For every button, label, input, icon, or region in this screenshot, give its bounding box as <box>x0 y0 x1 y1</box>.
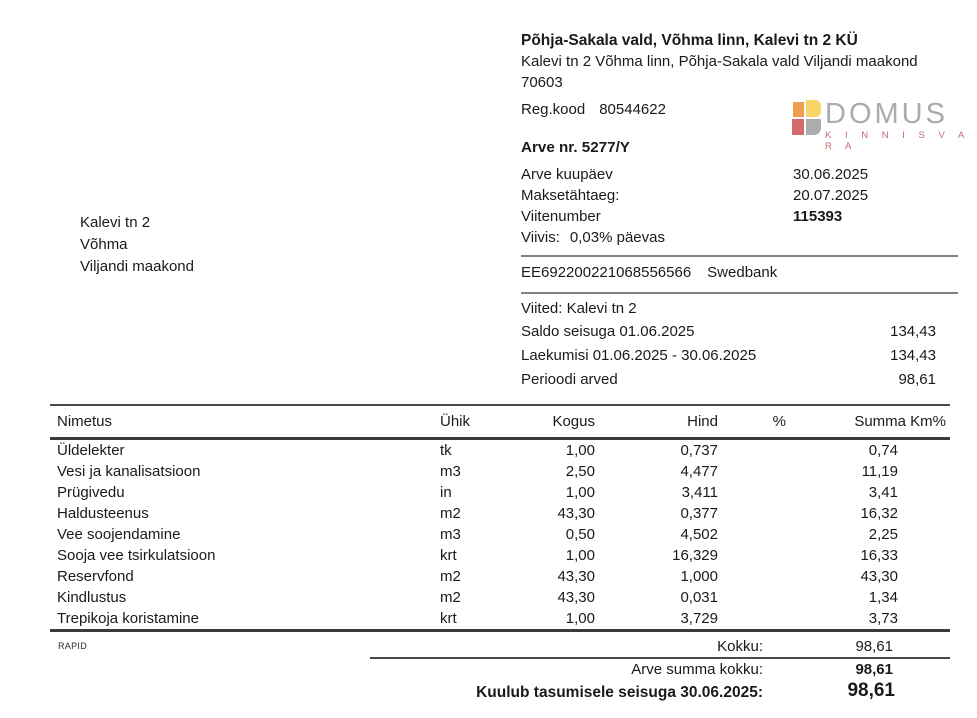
item-percent <box>718 566 786 587</box>
perioodi-row <box>521 368 958 392</box>
laekumisi-label: Laekumisi 01.06.2025 - 30.06.2025 <box>521 347 757 364</box>
saldo-label: Saldo seisuga 01.06.2025 <box>521 323 695 340</box>
item-qty: 43,30 <box>557 504 595 522</box>
item-name: Vesi ja kanalisatsioon <box>57 462 201 480</box>
table-row <box>50 524 950 545</box>
invoice-header-block <box>521 30 958 392</box>
item-unit: m2 <box>440 504 461 522</box>
item-name: Trepikoja koristamine <box>57 609 199 627</box>
item-price: 1,000 <box>680 567 718 585</box>
item-price: 4,477 <box>680 462 718 480</box>
laekumisi-value: 134,43 <box>890 347 936 364</box>
invoice-date-value: 30.06.2025 <box>793 166 869 183</box>
item-name: Üldelekter <box>57 441 125 459</box>
late-fee-value: 0,03% päevas <box>569 229 665 246</box>
logo-subtitle: K I N N I S V A R A <box>825 130 970 152</box>
table-row <box>50 566 950 587</box>
table-header-row <box>50 405 950 438</box>
item-percent <box>718 545 786 566</box>
item-price: 4,502 <box>680 525 718 543</box>
recipient-county: Viljandi maakond <box>80 258 194 275</box>
item-unit: m3 <box>440 525 461 543</box>
header-summa: Summa Km% <box>854 412 946 430</box>
saldo-value: 134,43 <box>890 323 936 340</box>
reference-number-label: Viitenumber <box>521 208 601 225</box>
item-name: Haldusteenus <box>57 504 149 522</box>
item-sum: 16,32 <box>860 504 898 522</box>
item-qty: 2,50 <box>565 462 595 480</box>
item-sum: 11,19 <box>861 462 898 480</box>
invoice-date-row <box>521 164 958 185</box>
item-price: 0,377 <box>680 504 718 522</box>
issuer-postcode: 70603 <box>521 74 563 91</box>
item-sum: 16,33 <box>860 546 898 564</box>
item-name: Sooja vee tsirkulatsioon <box>57 546 216 564</box>
logo-wordmark: DOMUS <box>825 98 948 130</box>
issuer-reg-row <box>521 99 958 120</box>
item-percent <box>718 503 786 524</box>
item-price: 0,737 <box>680 441 718 459</box>
item-sum: 2,25 <box>868 525 898 543</box>
item-percent <box>718 608 786 631</box>
item-price: 16,329 <box>672 546 718 564</box>
item-percent <box>718 438 786 461</box>
item-qty: 1,00 <box>565 483 595 501</box>
payable-value: 98,61 <box>847 680 895 701</box>
item-unit: m2 <box>440 588 461 606</box>
item-sum: 1,34 <box>868 588 898 606</box>
item-name: Reservfond <box>57 567 134 585</box>
table-row <box>50 587 950 608</box>
table-row <box>50 438 950 461</box>
item-qty: 0,50 <box>565 525 595 543</box>
recipient-address <box>80 212 194 278</box>
item-unit: tk <box>440 441 452 459</box>
late-fee-label: Viivis: <box>521 229 560 246</box>
item-percent <box>718 461 786 482</box>
table-header <box>50 405 950 438</box>
late-fee-row <box>521 227 958 248</box>
item-price: 0,031 <box>680 588 718 606</box>
table-row <box>50 545 950 566</box>
recipient-city: Võhma <box>80 236 128 253</box>
item-price: 3,729 <box>680 609 718 627</box>
header-percent: % <box>772 412 786 430</box>
table-row <box>50 461 950 482</box>
due-date-row <box>521 185 958 206</box>
table-row <box>50 482 950 503</box>
item-sum: 43,30 <box>860 567 898 585</box>
perioodi-label: Perioodi arved <box>521 371 618 388</box>
reference-number-value: 115393 <box>793 208 843 225</box>
item-unit: m3 <box>440 462 461 480</box>
invoice-items-table <box>50 404 950 632</box>
header-uhik: Ühik <box>440 412 471 430</box>
item-sum: 3,41 <box>868 483 898 501</box>
item-sum: 3,73 <box>868 609 898 627</box>
issuer-name: Põhja-Sakala vald, Võhma linn, Kalevi tn 2 KÜ <box>521 32 858 49</box>
bank-name: Swedbank <box>707 264 778 281</box>
due-date-label: Maksetähtaeg: <box>521 187 620 204</box>
item-qty: 1,00 <box>565 546 595 564</box>
invoice-date-label: Arve kuupäev <box>521 166 613 183</box>
invoice-number: Arve nr. 5277/Y <box>521 139 630 156</box>
reg-code-value: 80544622 <box>599 101 666 118</box>
header-kogus: Kogus <box>552 412 595 430</box>
invoice-total-value: 98,61 <box>855 661 893 678</box>
payable-label: Kuulub tasumisele seisuga 30.06.2025: <box>476 684 763 701</box>
item-sum: 0,74 <box>868 441 898 459</box>
reg-code-label: Reg.kood <box>521 101 586 118</box>
header-nimetus: Nimetus <box>57 412 113 430</box>
references-line: Viited: Kalevi tn 2 <box>521 300 637 317</box>
reference-number-row <box>521 206 958 227</box>
item-qty: 1,00 <box>565 609 595 627</box>
item-unit: m2 <box>440 567 461 585</box>
item-qty: 43,30 <box>557 588 595 606</box>
item-name: Vee soojendamine <box>57 525 181 543</box>
laekumisi-row <box>521 344 958 368</box>
recipient-street: Kalevi tn 2 <box>80 214 151 231</box>
item-name: Prügivedu <box>57 483 125 501</box>
bank-row <box>521 257 958 285</box>
totals-separator-line <box>370 657 950 659</box>
item-qty: 1,00 <box>565 441 595 459</box>
saldo-row <box>521 320 958 344</box>
kokku-label: Kokku: <box>717 638 763 655</box>
iban-value: EE692200221068556566 <box>521 264 692 281</box>
table-row <box>50 503 950 524</box>
issuer-address: Kalevi tn 2 Võhma linn, Põhja-Sakala vald Viljandi maakond <box>521 53 918 70</box>
invoice-total-label: Arve summa kokku: <box>631 661 763 678</box>
table-row <box>50 608 950 631</box>
invoice-meta <box>521 164 958 248</box>
item-percent <box>718 482 786 503</box>
item-unit: krt <box>440 546 457 564</box>
item-unit: krt <box>440 609 457 627</box>
kokku-value: 98,61 <box>855 638 893 655</box>
rapid-label: RAPID <box>58 641 88 651</box>
item-unit: in <box>440 483 452 501</box>
item-name: Kindlustus <box>57 588 127 606</box>
item-price: 3,411 <box>681 483 718 501</box>
perioodi-value: 98,61 <box>898 371 936 388</box>
due-date-value: 20.07.2025 <box>793 187 869 204</box>
item-percent <box>718 587 786 608</box>
item-qty: 43,30 <box>557 567 595 585</box>
header-hind: Hind <box>687 412 718 430</box>
item-percent <box>718 524 786 545</box>
